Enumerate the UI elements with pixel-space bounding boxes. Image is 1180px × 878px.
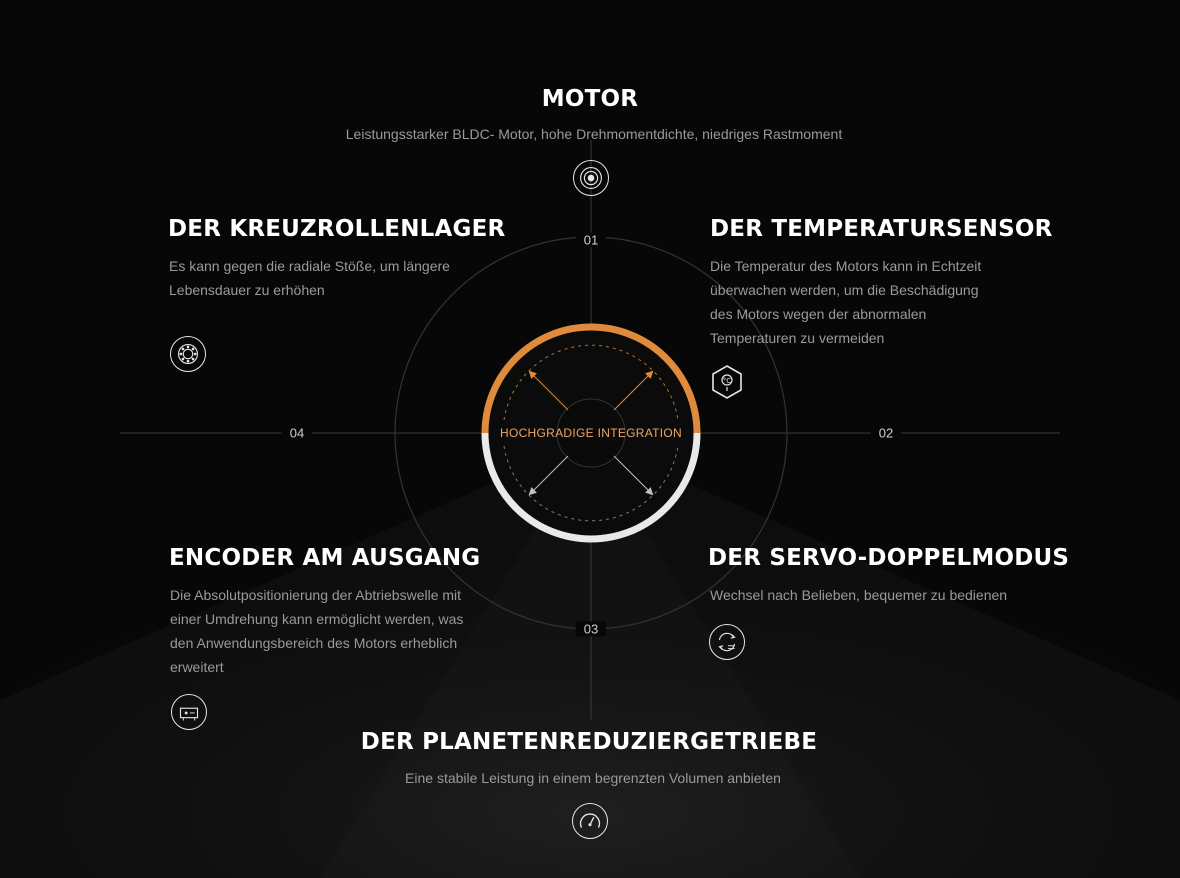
number-02: 02: [871, 426, 901, 441]
feature-desc-servo: Wechsel nach Belieben, bequemer zu bedienen: [710, 587, 1008, 603]
number-03: 03: [576, 622, 606, 637]
gauge-icon: [572, 803, 608, 839]
number-01: 01: [576, 233, 606, 248]
feature-title-bearing: DER KREUZROLLENLAGER: [168, 216, 506, 242]
motor-icon: [573, 160, 609, 196]
feature-title-servo: DER SERVO-DOPPELMODUS: [708, 545, 1070, 571]
encoder-icon: [171, 694, 207, 730]
feature-desc-temp: Die Temperatur des Motors kann in Echtzeit überwachen werden, um die Beschädigung des Motors wegen der abnormalen Temperaturen zu vermeiden: [710, 258, 982, 346]
switch-mode-icon: [709, 624, 745, 660]
feature-title-temp: DER TEMPERATURSENSOR: [710, 216, 1053, 242]
feature-title-planet: DER PLANETENREDUZIERGETRIEBE: [360, 729, 818, 755]
thermometer-icon: [709, 364, 745, 400]
feature-title-motor: MOTOR: [541, 86, 639, 112]
number-04: 04: [282, 426, 312, 441]
feature-desc-encoder: Die Absolutpositionierung der Abtriebswelle mit einer Umdrehung kann ermöglicht werden, was den Anwendungsbereich des Motors erheblich erweitert: [170, 587, 464, 675]
bearing-icon: [170, 336, 206, 372]
svg-text:°C: °C: [722, 377, 732, 385]
center-label: HOCHGRADIGE INTEGRATION: [499, 426, 683, 440]
feature-title-encoder: ENCODER AM AUSGANG: [169, 545, 481, 571]
feature-desc-bearing: Es kann gegen die radiale Stöße, um längere Lebensdauer zu erhöhen: [169, 258, 450, 298]
feature-desc-motor: Leistungsstarker BLDC- Motor, hohe Drehmomentdichte, niedriges Rastmoment: [345, 126, 843, 142]
feature-desc-planet: Eine stabile Leistung in einem begrenzten Volumen anbieten: [405, 770, 781, 786]
